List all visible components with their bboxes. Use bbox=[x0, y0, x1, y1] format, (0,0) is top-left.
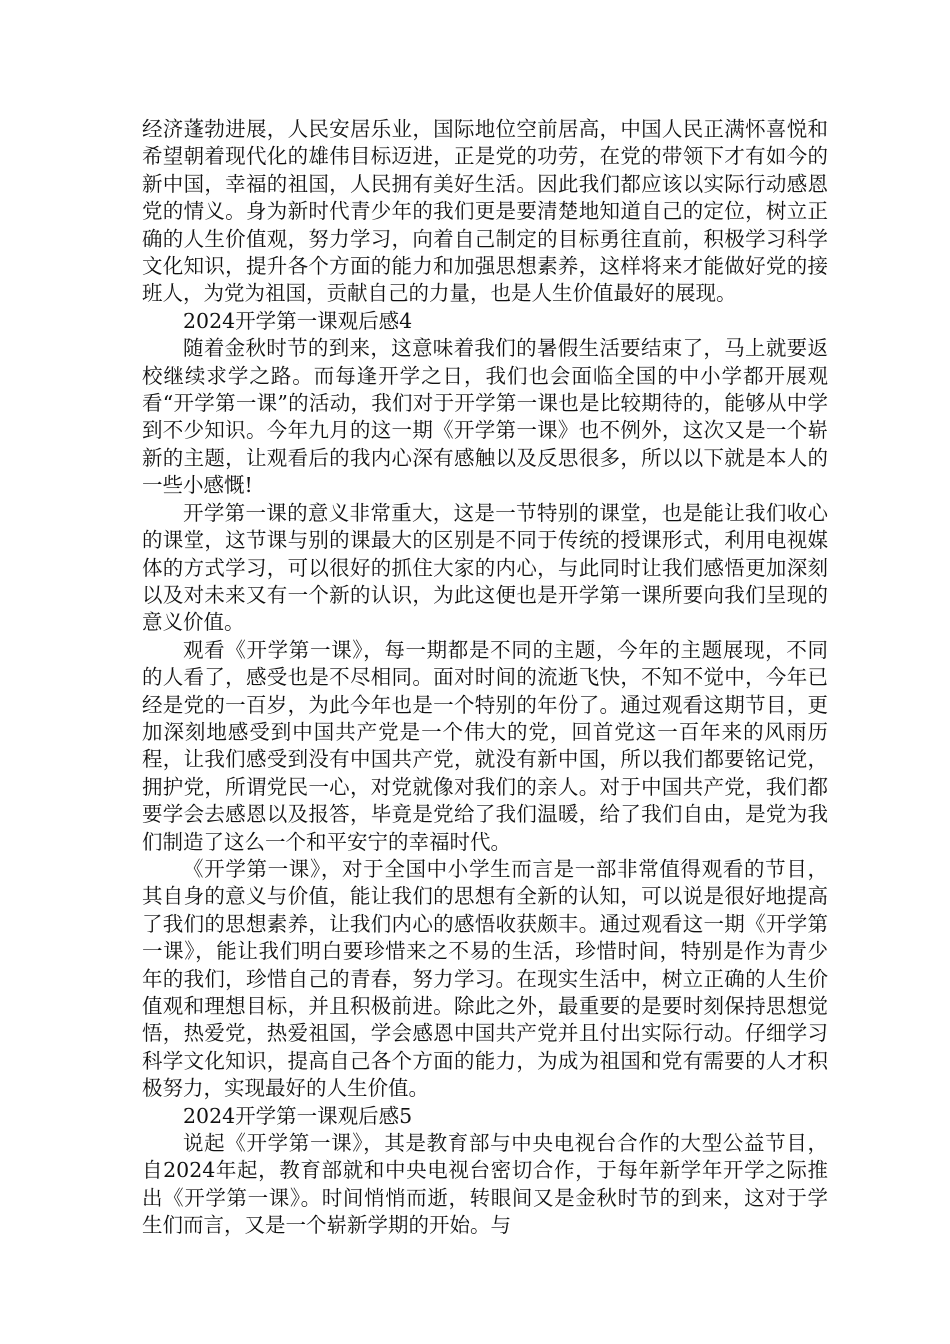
paragraph-continued: 经济蓬勃进展，人民安居乐业，国际地位空前居高，中国人民正满怀喜悦和希望朝着现代化的雄伟目标迈进，正是党的功劳，在党的带领下才有如今的新中国，幸福的祖国，人民拥有美好生活。因此我们都应该以实际行动感恩党的情义。身为新时代青少年的我们更是要清楚地知道自己的定位，树立正确的人生价值观，努力学习，向着自己制定的目标勇往直前，积极学习科学文化知识，提升各个方面的能力和加强思想素养，这样将来才能做好党的接班人，为党为祖国，贡献自己的力量，也是人生价值最好的展现。 bbox=[142, 117, 828, 306]
paragraph: 说起《开学第一课》，其是教育部与中央电视台合作的大型公益节目，自2024年起，教育部就和中央电视台密切合作，于每年新学年开学之际推出《开学第一课》。时间悄悄而逝，转眼间又是金秋时节的到来，这对于学生们而言，又是一个崭新学期的开始。与 bbox=[142, 1131, 828, 1238]
paragraph: 观看《开学第一课》，每一期都是不同的主题，今年的主题展现，不同的人看了，感受也是不尽相同。面对时间的流逝飞快，不知不觉中，今年已经是党的一百岁，为此今年也是一个特别的年份了。通过观看这期节目，更加深刻地感受到中国共产党是一个伟大的党，回首党这一百年来的风雨历程，让我们感受到没有中国共产党，就没有新中国，所以我们都要铭记党，拥护党，所谓党民一心，对党就像对我们的亲人。对于中国共产党，我们都要学会去感恩以及报答，毕竟是党给了我们温暖，给了我们自由，是党为我们制造了这么一个和平安宁的幸福时代。 bbox=[142, 637, 828, 854]
paragraph: 开学第一课的意义非常重大，这是一节特别的课堂，也是能让我们收心的课堂，这节课与别的课最大的区别是不同于传统的授课形式，利用电视媒体的方式学习，可以很好的抓住大家的内心，与此同时让我们感悟更加深刻以及对未来又有一个新的认识，为此这便也是开学第一课所要向我们呈现的意义价值。 bbox=[142, 500, 828, 635]
document-page bbox=[142, 116, 828, 1240]
paragraph: 随着金秋时节的到来，这意味着我们的暑假生活要结束了，马上就要返校继续求学之路。而每逢开学之日，我们也会面临全国的中小学都开展观看“开学第一课”的活动，我们对于开学第一课也是比较期待的，能够从中学到不少知识。今年九月的这一期《开学第一课》也不例外，这次又是一个崭新的主题，让观看后的我内心深有感触以及反思很多，所以以下就是本人的一些小感慨! bbox=[142, 336, 828, 498]
section-heading-5: 2024开学第一课观后感5 bbox=[183, 1103, 413, 1128]
section-heading-4: 2024开学第一课观后感4 bbox=[183, 308, 413, 333]
paragraph: 《开学第一课》，对于全国中小学生而言是一部非常值得观看的节目，其自身的意义与价值，能让我们的思想有全新的认知，可以说是很好地提高了我们的思想素养，让我们内心的感悟收获颇丰。通过观看这一期《开学第一课》，能让我们明白要珍惜来之不易的生活，珍惜时间，特别是作为青少年的我们，珍惜自己的青春，努力学习。在现实生活中，树立正确的人生价值观和理想目标，并且积极前进。除此之外，最重要的是要时刻保持思想觉悟，热爱党，热爱祖国，学会感恩中国共产党并且付出实际行动。仔细学习科学文化知识，提高自己各个方面的能力，为成为祖国和党有需要的人才积极努力，实现最好的人生价值。 bbox=[142, 856, 828, 1101]
